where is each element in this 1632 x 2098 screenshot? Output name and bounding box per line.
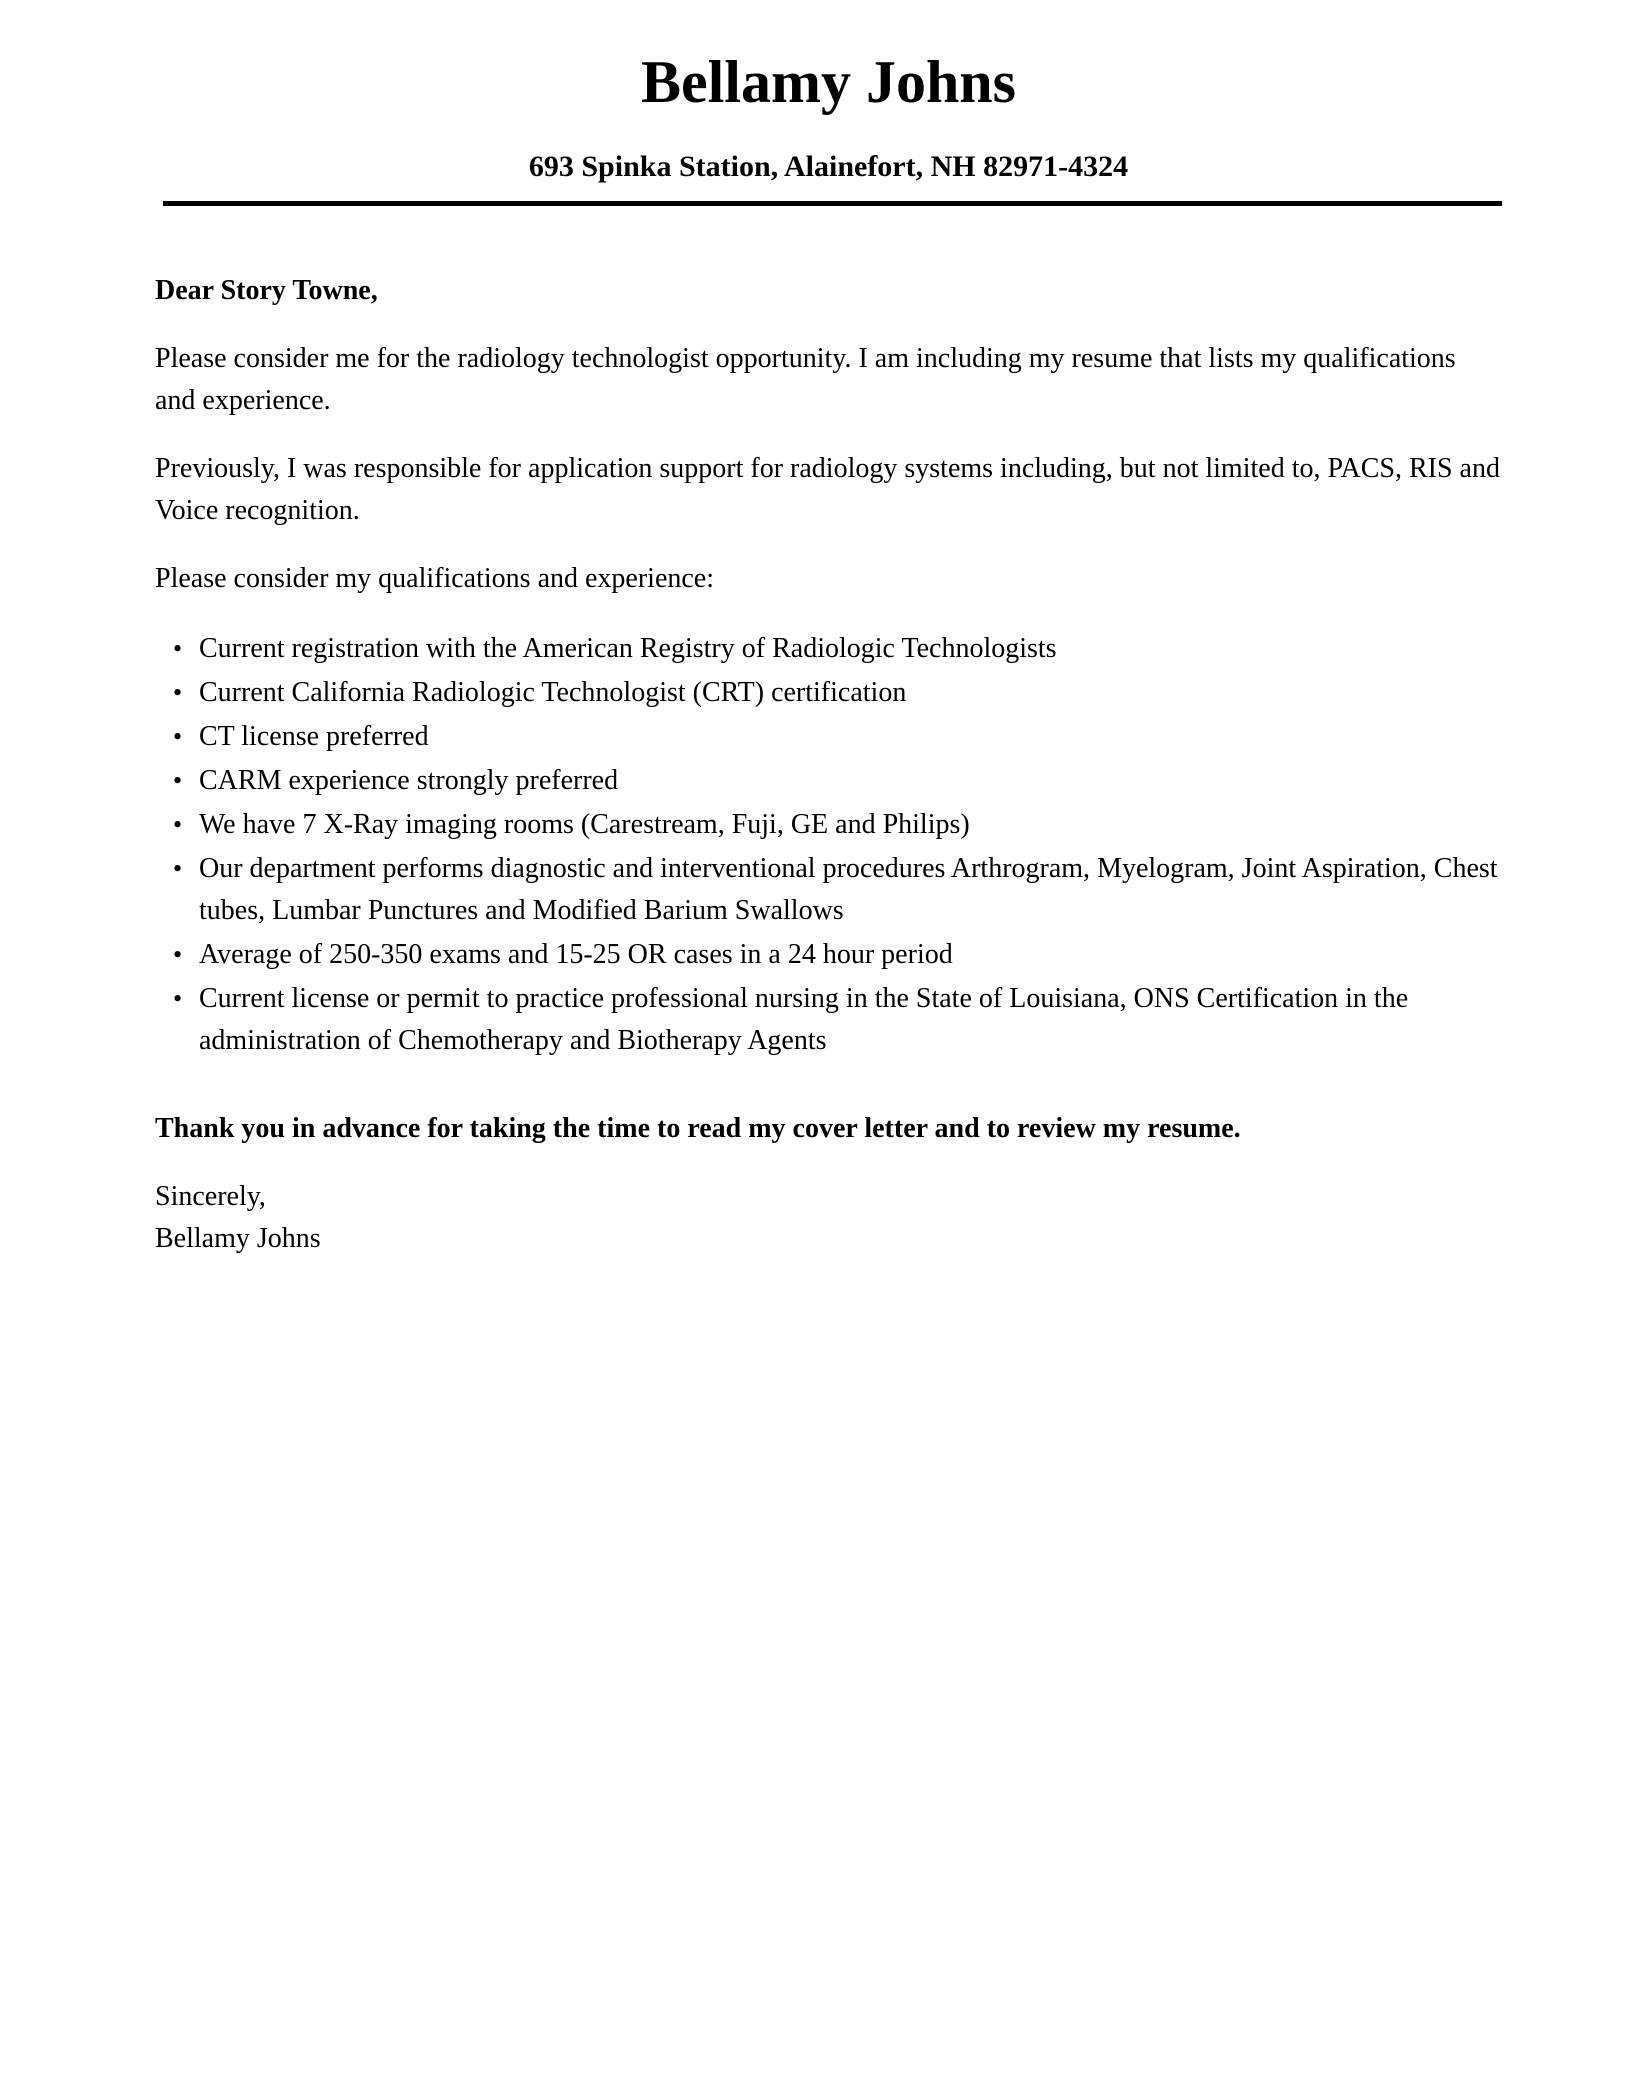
valediction: Sincerely, [155, 1181, 266, 1212]
letter-header [155, 48, 1502, 206]
qualification-text: Current registration with the American Registry of Radiologic Technologists [199, 633, 1057, 664]
letter-body [155, 270, 1502, 1260]
bullet-icon: • [173, 984, 183, 1013]
bullet-icon: • [173, 678, 183, 707]
qualification-item [155, 760, 1502, 802]
qualification-text: Average of 250-350 exams and 15-25 OR cases in a 24 hour period [199, 939, 953, 970]
paragraph-previous-experience: Previously, I was responsible for application support for radiology systems including, but not limited to, PACS, RIS and Voice recognition. [155, 453, 1500, 526]
qualification-item [155, 716, 1502, 758]
salutation: Dear Story Towne, [155, 275, 378, 306]
qualification-text: CT license preferred [199, 721, 429, 752]
paragraph-qualifications-lead: Please consider my qualifications and experience: [155, 563, 715, 594]
qualification-item [155, 628, 1502, 670]
header-divider [163, 201, 1502, 206]
bullet-icon: • [173, 810, 183, 839]
signoff-block [155, 1176, 1502, 1260]
qualification-text: We have 7 X-Ray imaging rooms (Carestream, Fuji, GE and Philips) [199, 809, 970, 840]
closing-emphasis: Thank you in advance for taking the time to read my cover letter and to review my resume. [155, 1113, 1241, 1144]
qualification-item [155, 848, 1502, 932]
sender-name: Bellamy Johns [640, 49, 1017, 115]
signature-name: Bellamy Johns [155, 1223, 321, 1254]
qualification-item [155, 672, 1502, 714]
bullet-icon: • [173, 940, 183, 969]
paragraph-intro: Please consider me for the radiology technologist opportunity. I am including my resume that lists my qualifications and experience. [155, 343, 1456, 416]
qualification-item [155, 934, 1502, 976]
qualification-text: Our department performs diagnostic and interventional procedures Arthrogram, Myelogram, Joint Aspiration, Chest tubes, Lumbar Punctures and Modified Barium Swallows [199, 853, 1498, 926]
sender-address: 693 Spinka Station, Alainefort, NH 82971-4324 [528, 150, 1129, 183]
qualification-text: Current California Radiologic Technologist (CRT) certification [199, 677, 907, 708]
bullet-icon: • [173, 722, 183, 751]
qualification-text: CARM experience strongly preferred [199, 765, 619, 796]
qualification-text: Current license or permit to practice professional nursing in the State of Louisiana, ONS Certification in the administration of Chemotherapy and Biotherapy Agents [199, 983, 1409, 1056]
qualification-item [155, 978, 1502, 1062]
qualifications-list [155, 628, 1502, 1062]
bullet-icon: • [173, 766, 183, 795]
bullet-icon: • [173, 854, 183, 883]
bullet-icon: • [173, 634, 183, 663]
qualification-item [155, 804, 1502, 846]
